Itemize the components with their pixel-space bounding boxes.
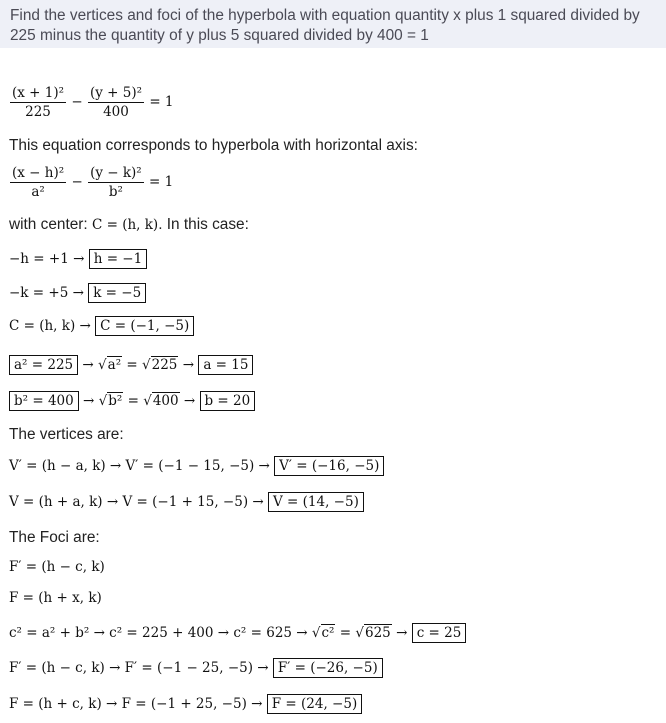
fraction-2 [88, 164, 144, 201]
denominator: 225 [25, 104, 51, 120]
a-squared-box: a² = 225 [9, 355, 78, 375]
numerator: (x + 1)² [12, 85, 65, 101]
k-step-lhs: −k = +5 → [9, 285, 89, 301]
radicand: 225 [151, 357, 178, 373]
arrow: → [179, 393, 200, 409]
center-label: with center: [9, 216, 92, 233]
arrow: → [391, 625, 412, 641]
a-result-box: a = 15 [198, 355, 253, 375]
standard-form-equation [9, 164, 173, 201]
arrow: → [78, 357, 99, 373]
b-result-box: b = 20 [200, 391, 256, 411]
radicand: 625 [365, 625, 391, 641]
arrow: → [178, 357, 199, 373]
focus-right-step [9, 696, 362, 712]
vertex-left-step [9, 458, 384, 474]
c-result-box: c = 25 [412, 623, 467, 643]
k-step [9, 285, 146, 301]
fraction-2 [88, 84, 144, 121]
center-result-box: C = (−1, −5) [95, 316, 194, 336]
a-step [9, 357, 253, 373]
denominator: a² [31, 184, 45, 200]
vertex-left-box: V′ = (−16, −5) [274, 456, 384, 476]
denominator: b² [108, 184, 123, 200]
radicand: c² [321, 625, 335, 641]
equals: = [122, 357, 143, 373]
radicand: a² [107, 357, 122, 373]
vertex-right-step [9, 494, 364, 510]
focus-left-formula: F′ = (h − c, k) [9, 559, 105, 575]
sqrt-625: √625 [355, 625, 391, 641]
vertex-right-box: V = (14, −5) [268, 492, 364, 512]
equals-one: = 1 [149, 174, 174, 190]
focus-left-lhs: F′ = (h − c, k) → F′ = (−1 − 25, −5) → [9, 660, 273, 676]
b-step [9, 393, 255, 409]
equals: = [335, 625, 356, 641]
center-tail: . In this case: [158, 216, 249, 233]
vertex-right-lhs: V = (h + a, k) → V = (−1 + 15, −5) → [9, 494, 268, 510]
radicand: b² [108, 393, 123, 409]
focus-left-step [9, 660, 383, 676]
minus-sign: − [71, 94, 83, 110]
h-step [9, 251, 147, 267]
numerator: (y + 5)² [89, 85, 143, 101]
k-result-box: k = −5 [88, 283, 146, 303]
equals: = [123, 393, 144, 409]
center-line [9, 216, 249, 234]
sqrt-c-squared: √c² [311, 625, 335, 641]
center-step-lhs: C = (h, k) → [9, 318, 96, 334]
question-banner [0, 0, 666, 48]
c-step [9, 625, 466, 641]
sqrt-a-squared: √a² [98, 357, 122, 373]
center-step [9, 318, 194, 334]
sqrt-400: √400 [143, 393, 179, 409]
given-equation [9, 84, 174, 121]
vertex-left-lhs: V′ = (h − a, k) → V′ = (−1 − 15, −5) → [9, 458, 275, 474]
fraction-1 [10, 84, 66, 121]
center-formula: C = (h, k) [91, 217, 159, 233]
focus-right-box: F = (24, −5) [267, 694, 362, 714]
sqrt-b-squared: √b² [98, 393, 123, 409]
numerator: (x − h)² [12, 165, 65, 181]
foci-label: The Foci are: [9, 529, 100, 546]
arrow: → [78, 393, 99, 409]
h-step-lhs: −h = +1 → [9, 251, 89, 267]
question-text: Find the vertices and foci of the hyperbola with equation quantity x plus 1 squared divided by 225 minus the quantity of y plus 5 squared divided by 400 = 1 [10, 7, 640, 44]
minus-sign: − [71, 174, 83, 190]
h-result-box: h = −1 [89, 249, 148, 269]
focus-right-lhs: F = (h + c, k) → F = (−1 + 25, −5) → [9, 696, 267, 712]
focus-left-box: F′ = (−26, −5) [273, 658, 383, 678]
radicand: 400 [152, 393, 179, 409]
horizontal-axis-statement: This equation corresponds to hyperbola with horizontal axis: [9, 137, 418, 154]
denominator: 400 [103, 104, 129, 120]
c-step-lhs: c² = a² + b² → c² = 225 + 400 → c² = 625 → [9, 625, 312, 641]
focus-right-formula: F = (h + x, k) [9, 590, 102, 606]
vertices-label: The vertices are: [9, 426, 124, 443]
equals-one: = 1 [149, 94, 174, 110]
sqrt-225: √225 [142, 357, 178, 373]
fraction-1 [10, 164, 66, 201]
numerator: (y − k)² [90, 165, 142, 181]
b-squared-box: b² = 400 [9, 391, 79, 411]
